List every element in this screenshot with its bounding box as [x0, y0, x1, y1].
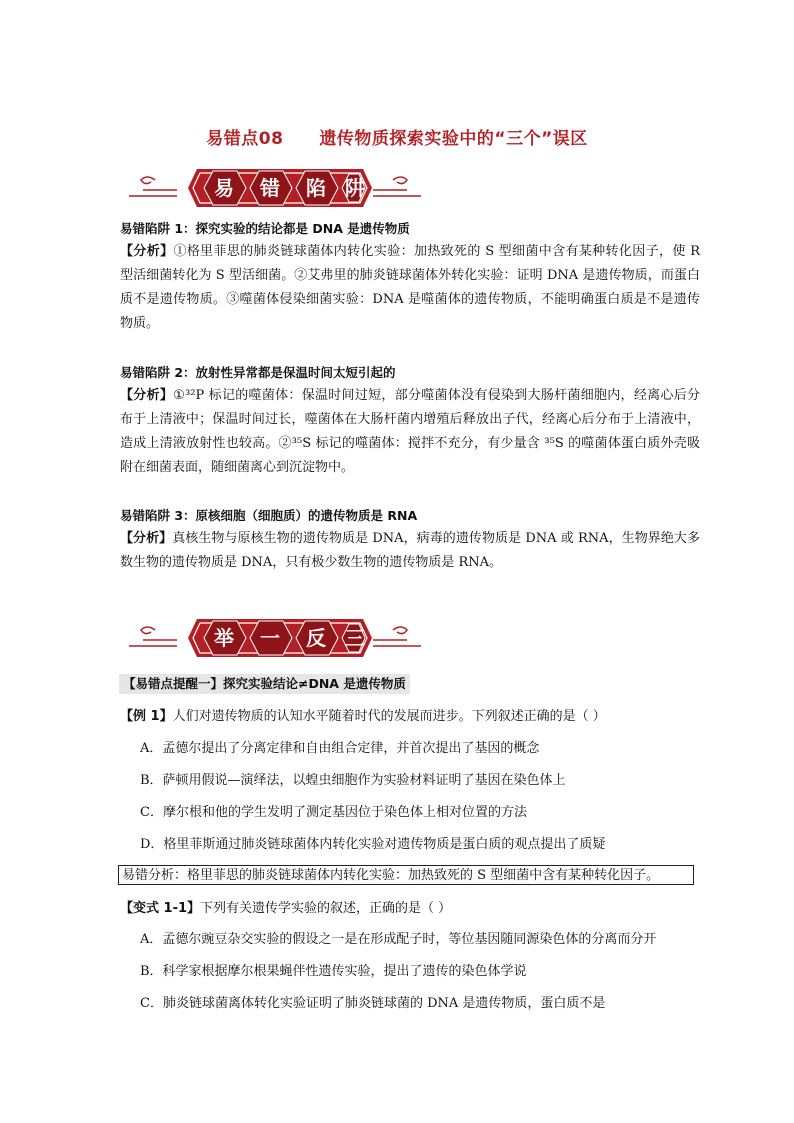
section-banner-examples — [125, 610, 425, 666]
variant-1-question — [120, 898, 451, 920]
trap-2-title: 易错陷阱 2：放射性异常都是保温时间太短引起的 — [120, 365, 396, 380]
variant-1-option-a: A．孟德尔豌豆杂交实验的假设之一是在形成配子时，等位基因随同源染色体的分离而分开 — [140, 932, 657, 947]
trap-3-title: 易错陷阱 3：原核细胞（细胞质）的遗传物质是 RNA — [120, 508, 418, 523]
page-title — [0, 124, 794, 149]
variant-1-option-c: C．肺炎链球菌离体转化实验证明了肺炎链球菌的 DNA 是遗传物质，蛋白质不是 — [140, 996, 606, 1011]
variant-tag: 【变式 1-1】 — [120, 901, 201, 916]
example-1-text: 人们对遗传物质的认知水平随着时代的发展而进步。下列叙述正确的是（ ） — [172, 709, 606, 724]
trap-2-analysis — [120, 384, 700, 480]
variant-1-text: 下列有关遗传学实验的叙述，正确的是（ ） — [200, 901, 452, 916]
banner-char: 三 — [345, 626, 365, 650]
trap-3-text: 真核生物与原核生物的遗传物质是 DNA，病毒的遗传物质是 DNA 或 RNA，生物界绝大多数生物的遗传物质是 DNA，只有极少数生物的遗传物质是 RNA。 — [120, 531, 700, 570]
analysis-tag: 【分析】 — [120, 244, 174, 259]
trap-1-text: ①格里菲思的肺炎链球菌体内转化实验：加热致死的 S 型细菌中含有某种转化因子，使 R 型活细菌转化为 S 型活细菌。②艾弗里的肺炎链球菌体外转化实验：证明 DNA 是遗传物质，而蛋白质不是遗传物质。③噬菌体侵染细菌实验：DNA 是噬菌体的遗传物质，不能明确蛋白质是不是遗传物质。 — [120, 244, 700, 331]
trap-2-text: ①³²P 标记的噬菌体：保温时间过短，部分噬菌体没有侵染到大肠杆菌细胞内，经离心后分布于上清液中；保温时间过长，噬菌体在大肠杆菌内增殖后释放出子代，经离心后分布于上清液中，造成上清液放射性也较高。②³⁵S 标记的噬菌体：搅拌不充分，有少量含 ³⁵S 的噬菌体蛋白质外壳吸附在细菌表面，随细菌离心到沉淀物中。 — [120, 388, 700, 475]
banner-char: 反 — [306, 626, 326, 650]
title-number: 易错点08 — [206, 129, 284, 149]
analysis-tag: 【分析】 — [120, 531, 173, 546]
title-text: 遗传物质探索实验中的“三个”误区 — [319, 129, 588, 149]
example-1-analysis-box: 易错分析：格里菲思的肺炎链球菌体内转化实验：加热致死的 S 型细菌中含有某种转化因子。 — [118, 865, 694, 885]
example-1-option-a: A．孟德尔提出了分离定律和自由组合定律，并首次提出了基因的概念 — [140, 741, 540, 756]
banner-char: 一 — [260, 626, 280, 650]
analysis-tag: 【分析】 — [120, 388, 174, 403]
hint-heading: 【易错点提醒一】探究实验结论≠DNA 是遗传物质 — [119, 674, 410, 694]
banner-char: 举 — [214, 626, 234, 650]
trap-3-analysis — [120, 527, 700, 575]
trap-1-analysis — [120, 240, 700, 336]
section-banner-traps — [125, 160, 425, 216]
banner-char: 错 — [260, 176, 280, 200]
example-1-option-d: D．格里菲斯通过肺炎链球菌体内转化实验对遗传物质是蛋白质的观点提出了质疑 — [140, 837, 606, 852]
example-1-option-c: C．摩尔根和他的学生发明了测定基因位于染色体上相对位置的方法 — [140, 805, 527, 820]
banner-char: 陷 — [306, 176, 326, 200]
example-tag: 【例 1】 — [120, 709, 173, 724]
trap-1-title: 易错陷阱 1：探究实验的结论都是 DNA 是遗传物质 — [120, 221, 410, 236]
variant-1-option-b: B．科学家根据摩尔根果蝇伴性遗传实验，提出了遗传的染色体学说 — [140, 964, 527, 979]
example-1-option-b: B．萨顿用假说—演绎法，以蝗虫细胞作为实验材料证明了基因在染色体上 — [140, 773, 566, 788]
banner-char: 阱 — [345, 176, 365, 200]
banner-char: 易 — [214, 176, 234, 200]
example-1-question — [120, 706, 606, 728]
